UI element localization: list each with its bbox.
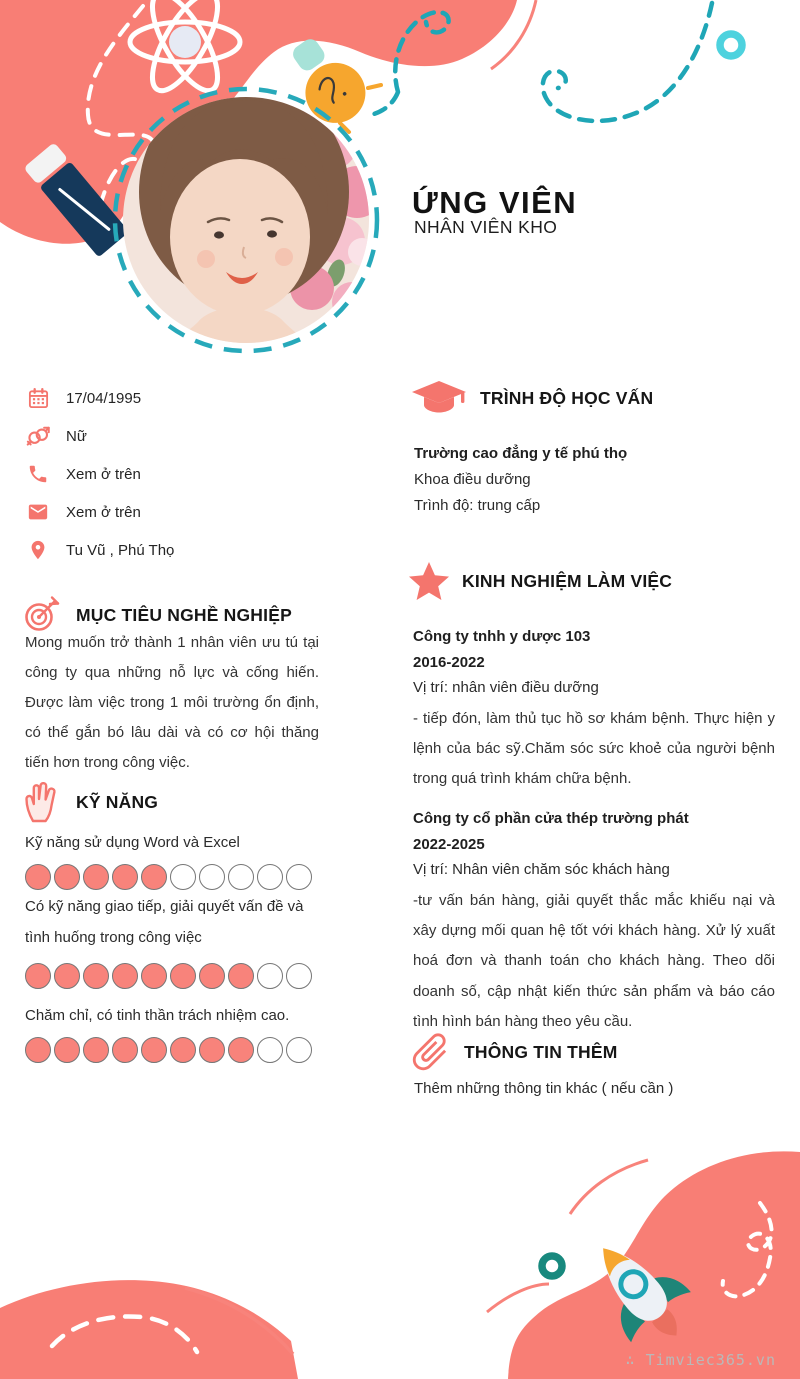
skill-dot	[228, 963, 254, 989]
skill-dot	[141, 864, 167, 890]
contact-row-gender	[26, 417, 356, 455]
skill-dot	[228, 1037, 254, 1063]
phone-icon	[26, 462, 50, 486]
gender-value: Nữ	[66, 427, 87, 445]
phone-value: Xem ở trên	[66, 465, 141, 483]
skill-dot	[170, 1037, 196, 1063]
objective-body: Mong muốn trở thành 1 nhân viên ưu tú tại công ty qua những nỗ lực và cống hiến. Được làm việc trong 1 môi trường ổn định, có thể gắn bó lâu dài và có cơ hội thăng tiến hơn trong công việc.	[25, 634, 319, 771]
job-description: -tư vấn bán hàng, giải quyết thắc mắc khiếu nại và xây dựng mối quan hệ tốt với khách hàng. Xử lý xuất hoá đơn và thanh toán cho khách hàng. Theo dõi doanh số, cập nhật kiến thức sản phẩm và báo cáo tình hình bán hàng theo yêu cầu.	[413, 891, 775, 1031]
bottom-right-blob	[508, 1151, 800, 1379]
education-heading: TRÌNH ĐỘ HỌC VẤN	[480, 387, 654, 408]
email-icon	[26, 500, 50, 524]
skill-dot	[286, 963, 312, 989]
job-company: Công ty cổ phần cửa thép trường phát	[413, 810, 689, 827]
graduation-cap-icon	[410, 378, 468, 418]
contact-row-email	[26, 493, 356, 531]
education-section-header	[410, 378, 653, 418]
experience-section-header	[408, 560, 672, 602]
job-period: 2016-2022	[413, 653, 485, 671]
skill-dot	[112, 864, 138, 890]
skill-dot	[257, 1037, 283, 1063]
candidate-name: ỨNG VIÊN	[412, 184, 578, 220]
skill-dot	[83, 864, 109, 890]
skill-label: Kỹ năng sử dụng Word và Excel	[25, 834, 240, 851]
dashed-curve-right	[543, 3, 712, 121]
skill-dot	[54, 864, 80, 890]
education-block	[414, 441, 776, 519]
skill-dot	[25, 963, 51, 989]
skill-dot	[257, 864, 283, 890]
skill-dot	[25, 864, 51, 890]
star-icon	[408, 560, 450, 602]
coral-arc-bottom-right-1	[570, 1160, 648, 1214]
skill-dot	[54, 1037, 80, 1063]
skill-dot	[228, 864, 254, 890]
skill-dot	[54, 963, 80, 989]
contact-row-location	[26, 531, 356, 569]
skill-dots-row	[25, 1037, 312, 1063]
additional-heading: THÔNG TIN THÊM	[464, 1041, 618, 1062]
education-faculty: Khoa điều dưỡng	[414, 471, 531, 488]
skill-dot	[170, 864, 196, 890]
skill-dot	[25, 1037, 51, 1063]
skill-dot	[199, 1037, 225, 1063]
contact-row-birthday	[26, 379, 356, 417]
skill-label: Chăm chỉ, có tinh thần trách nhiệm cao.	[25, 1007, 290, 1024]
calendar-icon	[26, 386, 50, 410]
additional-body: Thêm những thông tin khác ( nếu cần )	[414, 1080, 674, 1097]
skills-heading: KỸ NĂNG	[76, 791, 159, 812]
skill-dot	[112, 1037, 138, 1063]
skill-dot	[112, 963, 138, 989]
skill-dot	[141, 963, 167, 989]
contact-list	[26, 379, 356, 569]
coral-arc-bottom-right-2	[487, 1284, 549, 1312]
skills-section-header	[22, 780, 158, 824]
job-company: Công ty tnhh y dược 103	[413, 628, 591, 645]
skill-dots-row	[25, 864, 312, 890]
additional-section-header	[406, 1028, 617, 1076]
bottom-left-blob	[0, 1280, 298, 1379]
job-entry	[413, 624, 775, 795]
watermark: ∴ Timviec365.vn	[625, 1351, 776, 1369]
location-value: Tu Vũ , Phú Thọ	[66, 541, 175, 559]
education-degree: Trình độ: trung cấp	[414, 497, 541, 514]
gender-icon	[26, 424, 50, 448]
teal-donut-bottom	[542, 1256, 562, 1276]
skill-dot	[199, 864, 225, 890]
job-description: - tiếp đón, làm thủ tục hồ sơ khám bệnh. Thực hiện y lệnh của bác sỹ.Chăm sóc sức khoẻ của người bệnh trong quá trình khám chữa bệnh.	[413, 709, 775, 788]
skill-dot	[199, 963, 225, 989]
skill-dot	[83, 1037, 109, 1063]
job-entry	[413, 806, 775, 1038]
skill-dots-row	[25, 963, 312, 989]
skill-dot	[83, 963, 109, 989]
skill-dot	[286, 1037, 312, 1063]
job-position: Vị trí: Nhân viên chăm sóc khách hàng	[413, 861, 670, 878]
candidate-title: NHÂN VIÊN KHO	[414, 217, 558, 237]
job-position: Vị trí: nhân viên điều dưỡng	[413, 679, 599, 696]
experience-heading: KINH NGHIỆM LÀM VIỆC	[462, 570, 673, 591]
education-school: Trường cao đẳng y tế phú thọ	[414, 445, 628, 462]
skill-dot	[141, 1037, 167, 1063]
skill-dot	[286, 864, 312, 890]
paperclip-icon	[406, 1028, 454, 1076]
contact-row-phone	[26, 455, 356, 493]
location-icon	[26, 538, 50, 562]
skill-dot	[257, 963, 283, 989]
birthday-value: 17/04/1995	[66, 389, 142, 407]
job-period: 2022-2025	[413, 835, 485, 853]
skill-label: Có kỹ năng giao tiếp, giải quyết vấn đề và tình huống trong công việc	[25, 898, 304, 946]
teal-donut-top	[720, 34, 742, 56]
email-value: Xem ở trên	[66, 503, 141, 521]
objective-heading: MỤC TIÊU NGHỀ NGHIỆP	[76, 604, 292, 625]
skill-dot	[170, 963, 196, 989]
hand-icon	[22, 780, 62, 824]
